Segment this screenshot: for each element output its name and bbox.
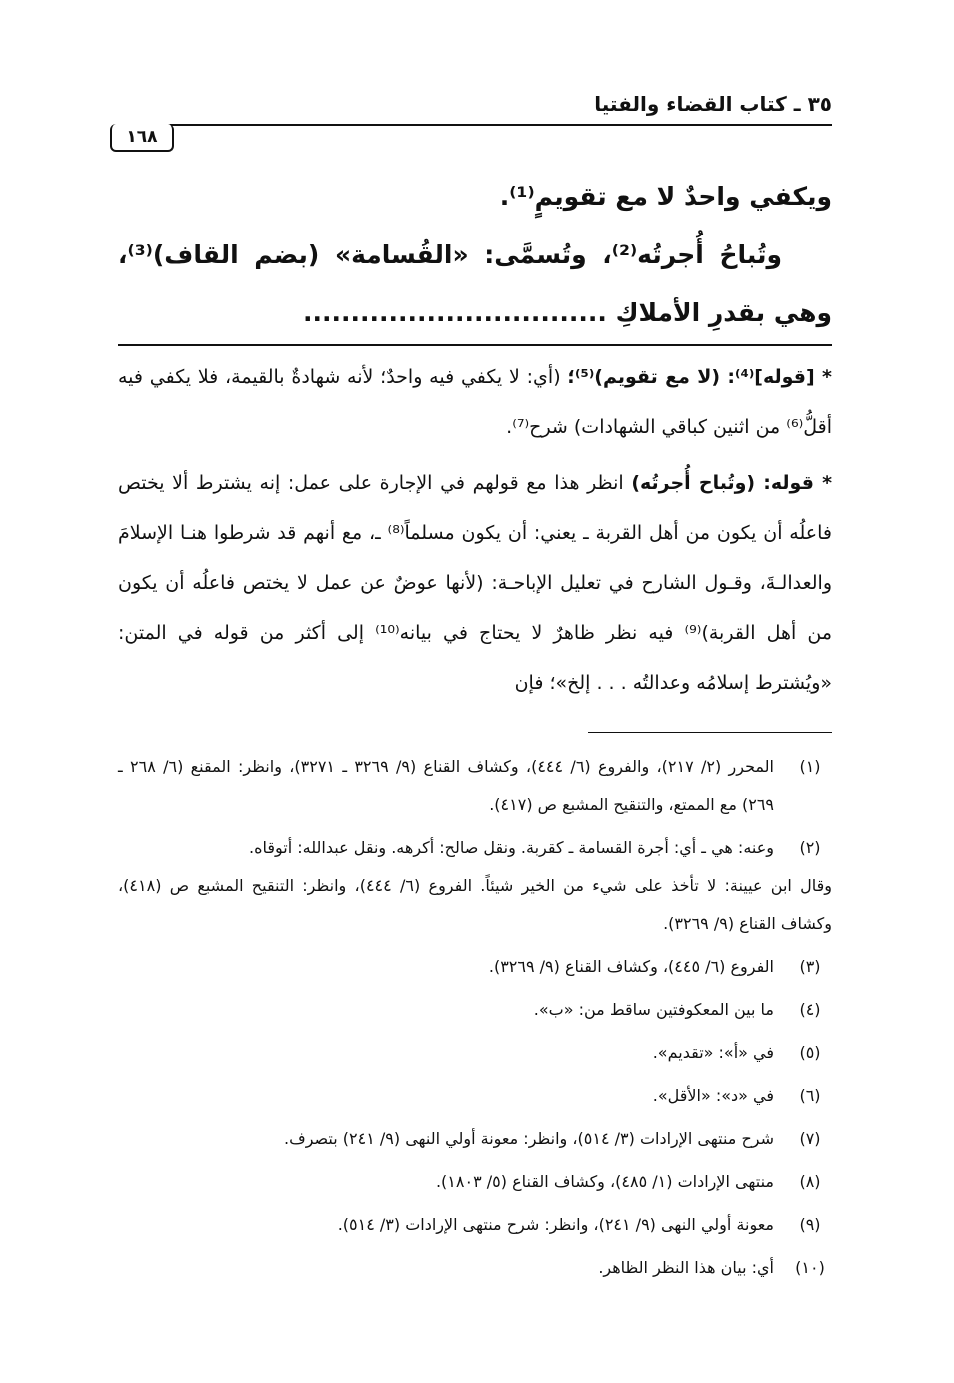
footnote-3 <box>118 948 832 986</box>
footnote-text: المحرر (٢/ ٢١٧)، والفروع (٦/ ٤٤٤)، وكشاف القناع (٩/ ٣٢٦٩ ـ ٣٢٧١)، وانظر: المقنع (٦/ ٢٦٨ ـ ٢٦٩) مع الممتع، والتنقيح المشبع ص (٤١٧). <box>118 757 775 814</box>
page-number: ١٦٨ <box>110 124 174 152</box>
footnote-text: وعنه: هي ـ أي: أجرة القسامة ـ كقربة. ونقل صالح: أكرهه. ونقل عبدالله: أتوقاه. <box>249 838 774 857</box>
footnote-text: في «د»: «الأقل». <box>652 1086 774 1105</box>
footnote-8 <box>118 1163 832 1201</box>
matn-line-3: الأملاكِ <box>615 298 701 327</box>
footnote-number: (١) <box>799 757 821 776</box>
commentary-lead-1: * [قوله]⁽⁴⁾: (لا مع تقويم)⁽⁵⁾؛ <box>567 366 832 388</box>
footnote-4 <box>118 991 832 1029</box>
footnote-7 <box>118 1120 832 1158</box>
footnote-text: منتهى الإرادات (١/ ٤٨٥)، وكشاف القناع (٥/ ١٨٠٣). <box>435 1172 774 1191</box>
matn-paragraph-2 <box>118 226 832 342</box>
footnote-number: (٥) <box>799 1043 821 1062</box>
footnote-number: (٢) <box>799 838 821 857</box>
footnote-5 <box>118 1034 832 1072</box>
footnote-number: (٦) <box>799 1086 821 1105</box>
footnotes <box>118 748 832 1292</box>
footnote-number: (٨) <box>799 1172 821 1191</box>
footnote-number: (٩) <box>799 1215 821 1234</box>
footnote-number: (١٠) <box>795 1258 825 1277</box>
footnote-2 <box>118 829 832 943</box>
footnote-10 <box>118 1249 832 1287</box>
footnote-text: شرح منتهى الإرادات (٣/ ٥١٤)، وانظر: معونة أولي النهى (٩/ ٢٤١) بتصرف. <box>284 1129 774 1148</box>
commentary-paragraph-1 <box>118 352 832 452</box>
footnote-text: أي: بيان هذا النظر الظاهر. <box>598 1258 774 1277</box>
main-text <box>118 168 832 342</box>
footnote-1 <box>118 748 832 824</box>
footnote-number: (٧) <box>799 1129 821 1148</box>
footnote-6 <box>118 1077 832 1115</box>
footnote-separator-rule <box>588 732 832 733</box>
footnote-number: (٣) <box>799 957 821 976</box>
footnote-text: معونة أولي النهى (٩/ ٢٤١)، وانظر: شرح منتهى الإرادات (٣/ ٥١٤). <box>337 1215 774 1234</box>
book-title: ٣٥ ـ كتاب القضاء والفتيا <box>594 92 832 116</box>
running-header <box>118 92 832 122</box>
commentary-text-2: انظر هذا مع قولهم في الإجارة على عمل: إنه يشترط ألا يختص فاعلُه أن يكون من أهل القربة ـ يعني: أن يكون مسلماً⁽⁸⁾ ـ، مع أنهم قد شرطوا هنـا الإسلامَ والعدالـةَ، وقـول الشارح في تعليل الإباحـة: (لأنها عوضٌ عن عمل لا يختص فاعلُه أن يكون من أهل القربة)⁽⁹⁾ فيه نظر ظاهرٌ لا يحتاج في بيانه⁽¹⁰⁾ إلى أكثر من قوله في المتن: «ويُشترط إسلامُه وعدالتُه . . . إلخ»؛ فإن <box>118 472 833 694</box>
matn-separator-rule <box>118 344 832 346</box>
header-rule <box>118 124 832 126</box>
footnote-text: الفروع (٦/ ٤٤٥)، وكشاف القناع (٩/ ٣٢٦٩). <box>488 957 774 976</box>
commentary-lead-2: * قوله: (وتُباح أُجرتُه) <box>631 472 832 494</box>
matn-dots: ................................ <box>303 298 607 327</box>
matn-line-1: ويكفي واحدٌ لا مع تقويمٍ⁽¹⁾. <box>499 182 832 211</box>
footnote-9 <box>118 1206 832 1244</box>
commentary <box>118 352 832 714</box>
footnote-text: في «أ»: «تقديم». <box>652 1043 774 1062</box>
footnote-continuation: وقال ابن عيينة: لا تأخذ على شيء من الخير شيئاً. الفروع (٦/ ٤٤٤)، وانظر: التنقيح المشبع ص (٤١٨)، وكشاف القناع (٩/ ٣٢٦٩). <box>118 876 833 933</box>
commentary-text-1: (أي: لا يكفي فيه واحدٌ؛ لأنه شهادةٌ بالقيمة، فلا يكفي فيه أقلُّ⁽⁶⁾ من اثنين كباقي الشهادات) شرح⁽⁷⁾. <box>118 366 832 438</box>
matn-line-2: وتُباحُ أُجرتُه⁽²⁾، وتُسمَّى: «القُسامة» (بضم القاف)⁽³⁾، وهي بقدرِ <box>118 240 832 327</box>
footnote-number: (٤) <box>799 1000 821 1019</box>
commentary-paragraph-2 <box>118 458 832 708</box>
footnote-text: ما بين المعكوفتين ساقط من: «ب». <box>533 1000 774 1019</box>
